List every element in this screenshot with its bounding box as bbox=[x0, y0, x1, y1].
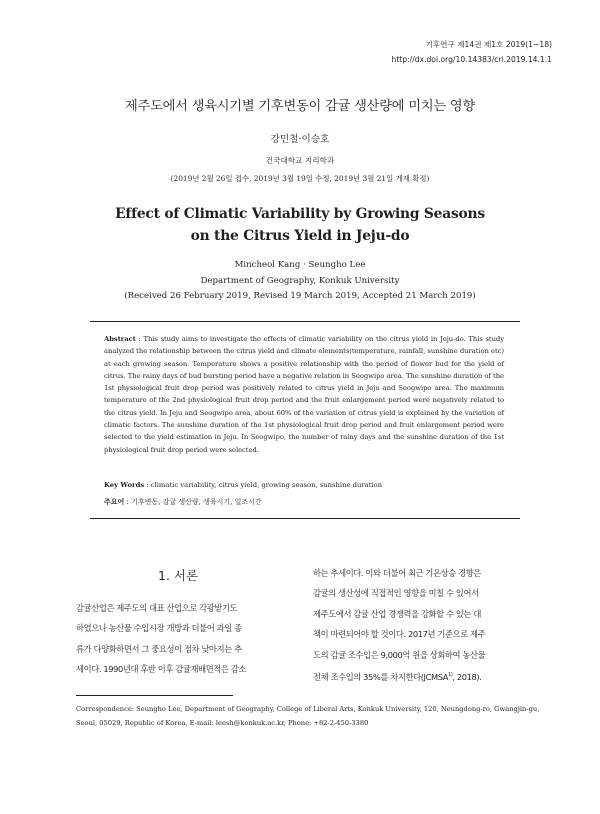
body-line: 하는 추세이다. 이와 더불어 최근 기온상승 경향은 bbox=[313, 568, 481, 578]
body-column-right bbox=[313, 563, 528, 687]
body-line-text: 전체 조수입의 35%를 차지한다(JCMSA bbox=[313, 671, 449, 682]
body-line: 류가 다양화하면서 그 중요성이 점차 낮아지는 추 bbox=[76, 643, 242, 654]
keywords-label: Key Words bbox=[104, 481, 145, 489]
english-title-line2: on the Citrus Yield in Jeju-do bbox=[190, 228, 410, 244]
english-title-line1: Effect of Climatic Variability by Growing Seasons bbox=[115, 206, 485, 222]
body-line: 세이다. 1990년대 후반 이후 감귤재배면적은 감소 bbox=[76, 664, 247, 675]
abstract-top-rule bbox=[90, 321, 520, 322]
keywords-ko-text: : 기후변동, 감귤 생산량, 생육시기, 일조시간 bbox=[124, 498, 262, 506]
abstract-label: Abstract bbox=[104, 335, 136, 343]
korean-authors: 강민철·이승호 bbox=[270, 134, 330, 145]
keywords-en bbox=[104, 481, 504, 489]
body-line: 감귤산업은 제주도의 대표 산업으로 각광받기도 bbox=[76, 603, 238, 613]
keywords-ko-label: 주요어 bbox=[104, 498, 125, 506]
english-affiliation: Department of Geography, Konkuk University bbox=[200, 276, 400, 286]
footnote-rule bbox=[76, 695, 233, 696]
body-line: 감귤의 생산성에 직접적인 영향을 미칠 수 있어서 bbox=[313, 588, 479, 599]
body-line-citation bbox=[313, 665, 528, 687]
keywords-ko bbox=[104, 497, 504, 507]
abstract-bottom-rule bbox=[90, 518, 520, 519]
body-line-tail: , 2018). bbox=[452, 671, 482, 682]
footnote-ref[interactable]: 1) bbox=[448, 672, 453, 679]
english-dates: (Received 26 February 2019, Revised 19 March 2019, Accepted 21 March 2019) bbox=[124, 291, 476, 301]
body-line: 제주도에서 감귤 산업 경쟁력을 강화할 수 있는 대 bbox=[313, 608, 481, 619]
abstract bbox=[104, 333, 504, 456]
correspondence-footnote: Correspondence: Seungho Lee, Department of Geography, College of Liberal Arts, Konkuk University, 120, Neungdong-ro, Gwangjin-gu, Seoul, 05029, Republic of Korea, E-mail: leesh@konkuk.ac.kr, Phone: +82-2-450-3380 bbox=[76, 705, 540, 728]
body-line: 도의 감귤 조수입은 9,000억 원을 상회하여 농산물 bbox=[313, 649, 486, 660]
korean-dates: (2019년 2월 26일 접수, 2019년 3월 19일 수정, 2019년 3월 21일 게재 확정) bbox=[170, 174, 430, 183]
korean-title: 제주도에서 생육시기별 기후변동이 감귤 생산량에 미치는 영향 bbox=[125, 99, 475, 114]
english-authors: Mincheol Kang · Seungho Lee bbox=[234, 260, 366, 270]
journal-citation: 기후연구 제14권 제1호 2019(1−18) bbox=[425, 40, 552, 49]
doi-link[interactable]: http://dx.doi.org/10.14383/cri.2019.14.1.1 bbox=[391, 55, 552, 64]
section-heading: 1. 서론 bbox=[158, 568, 199, 583]
keywords-text: : climatic variability, citrus yield, growing season, sunshine duration bbox=[144, 481, 383, 489]
body-line: 책이 마련되어야 할 것이다. 2017년 기준으로 제주 bbox=[313, 629, 486, 640]
abstract-text: : This study aims to investigate the effects of climatic variability on the citrus yield in Jeju-do. This study analyzed the relationship between the citrus yield and climate elements(temperature, rainfall, sunshine duration etc) at each growing season. Temperature shows a positive relationship with the period of flower bud for the yield of citrus. The rainy days of bud bursting period have a negative relation in Seogwipo area. The sunshine duration of the 1st physiological fruit drop period was positively related to citrus yield in Jeju and Seogwipo area. The maximum temperature of the 2nd physiological fruit drop period and the fruit enlargement period were negatively related to the citrus yield. In Jeju and Seogwipo area, about 60% of the variation of citrus yield is explained by the variation of climatic factors. The sunshine duration of the 1st physiological fruit drop period and fruit enlargement period were selected to the yield estimation in Jeju. In Seogwipo, the number of rainy days and the sunshine duration of the 1st physiological fruit drop period were selected. bbox=[104, 335, 504, 454]
body-column-left bbox=[76, 598, 298, 680]
body-line: 하였으나 농산물 수입시장 개방과 더불어 과일 종 bbox=[76, 623, 242, 634]
korean-affiliation: 건국대학교 지리학과 bbox=[265, 156, 335, 165]
